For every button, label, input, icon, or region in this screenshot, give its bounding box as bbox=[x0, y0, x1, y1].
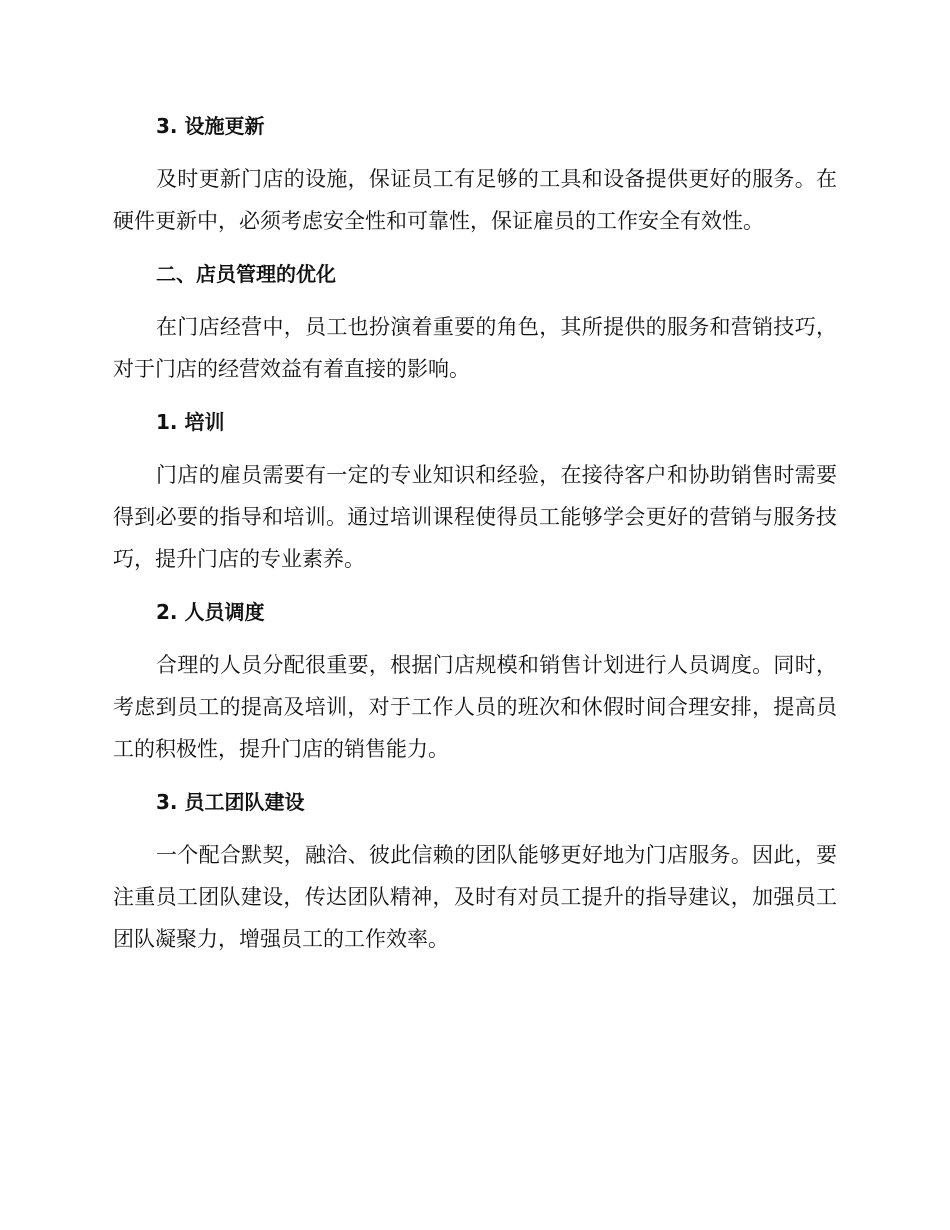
document-body bbox=[113, 108, 837, 960]
heading-training: 1. 培训 bbox=[156, 410, 225, 434]
paragraph-team-building: 一个配合默契，融洽、彼此信赖的团队能够更好地为门店服务。因此，要注重员工团队建设，传达团队精神，及时有对员工提升的指导建议，加强员工团队凝聚力，增强员工的工作效率。 bbox=[113, 843, 837, 951]
paragraph-training: 门店的雇员需要有一定的专业知识和经验，在接待客户和协助销售时需要得到必要的指导和培训。通过培训课程使得员工能够学会更好的营销与服务技巧，提升门店的专业素养。 bbox=[113, 463, 837, 571]
heading-team-building: 3. 员工团队建设 bbox=[156, 790, 305, 814]
paragraph-scheduling: 合理的人员分配很重要，根据门店规模和销售计划进行人员调度。同时，考虑到员工的提高及培训，对于工作人员的班次和休假时间合理安排，提高员工的积极性，提升门店的销售能力。 bbox=[113, 653, 837, 761]
heading-facility-update: 3. 设施更新 bbox=[156, 114, 265, 138]
heading-scheduling: 2. 人员调度 bbox=[156, 600, 265, 624]
paragraph-staff-management: 在门店经营中，员工也扮演着重要的角色，其所提供的服务和营销技巧，对于门店的经营效益有着直接的影响。 bbox=[113, 315, 837, 381]
paragraph-facility-update: 及时更新门店的设施，保证员工有足够的工具和设备提供更好的服务。在硬件更新中，必须考虑安全性和可靠性，保证雇员的工作安全有效性。 bbox=[113, 167, 837, 233]
heading-staff-management: 二、店员管理的优化 bbox=[156, 262, 336, 286]
